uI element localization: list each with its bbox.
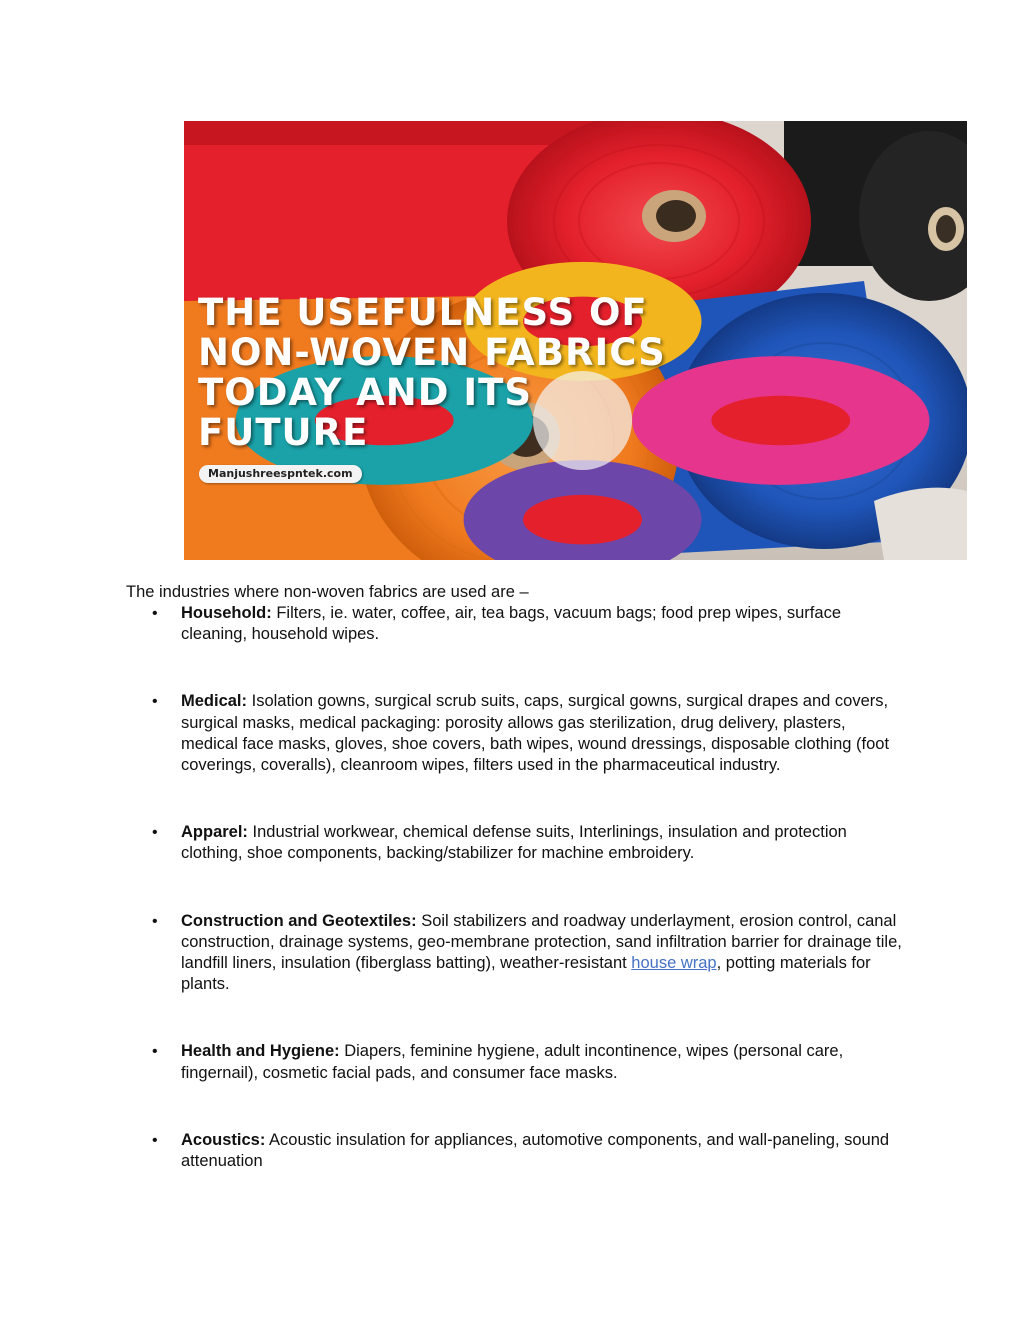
item-label: Medical:: [181, 692, 248, 711]
item-label: Apparel:: [181, 823, 248, 842]
list-item: [126, 603, 906, 645]
list-item: [126, 691, 906, 776]
item-text-after-link: , potting materials for plants.: [181, 954, 871, 994]
list-item: [126, 1041, 906, 1083]
item-label: Construction and Geotextiles:: [181, 911, 417, 930]
list-item: [126, 911, 906, 996]
item-text: Diapers, feminine hygiene, adult incontinence, wipes (personal care, fingernail), cosmetic facial pads, and consumer face masks.: [181, 1042, 844, 1082]
item-text: Acoustic insulation for appliances, automotive components, and wall-paneling, sound attenuation: [181, 1130, 890, 1171]
intro-paragraph: The industries where non-woven fabrics are used are –: [126, 583, 529, 601]
banner-headline-line-1: THE USEFULNESS OF: [198, 291, 648, 334]
item-text-before-link: Soil stabilizers and roadway underlayment, erosion control, canal construction, drainage systems, geo-membrane protection, sand infiltration barrier for drainage tile, landfill liners, insulation (fiberglass batting), weather-resistant: [181, 911, 902, 973]
list-item: [126, 1130, 906, 1172]
item-text: Isolation gowns, surgical scrub suits, caps, surgical gowns, surgical drapes and covers, surgical masks, medical packaging: porosity allows gas sterilization, drug delivery, plasters, medical face masks, gloves, shoe covers, bath wipes, wound dressings, disposable clothing (foot coverings, coveralls), cleanroom wipes, filters used in the pharmaceutical industry.: [181, 692, 890, 775]
item-text: Industrial workwear, chemical defense suits, Interlinings, insulation and protection clothing, shoe components, backing/stabilizer for machine embroidery.: [181, 823, 847, 863]
banner-headline: [198, 293, 958, 453]
item-label: Acoustics:: [181, 1130, 266, 1149]
item-label: Household:: [181, 604, 272, 622]
banner-headline-line-4: FUTURE: [198, 411, 369, 454]
banner-image: [184, 121, 967, 560]
item-text: Filters, ie. water, coffee, air, tea bags, vacuum bags; food prep wipes, surface cleaning, household wipes.: [181, 604, 841, 644]
banner-headline-line-3: TODAY AND ITS: [198, 371, 533, 414]
banner-headline-line-2: NON-WOVEN FABRICS: [198, 331, 666, 374]
banner-website-label: Manjushreespntek.com: [199, 465, 362, 483]
list-item: [126, 822, 906, 864]
item-label: Health and Hygiene:: [181, 1042, 340, 1061]
house-wrap-link[interactable]: house wrap: [631, 954, 717, 973]
industry-list: [126, 603, 906, 1218]
